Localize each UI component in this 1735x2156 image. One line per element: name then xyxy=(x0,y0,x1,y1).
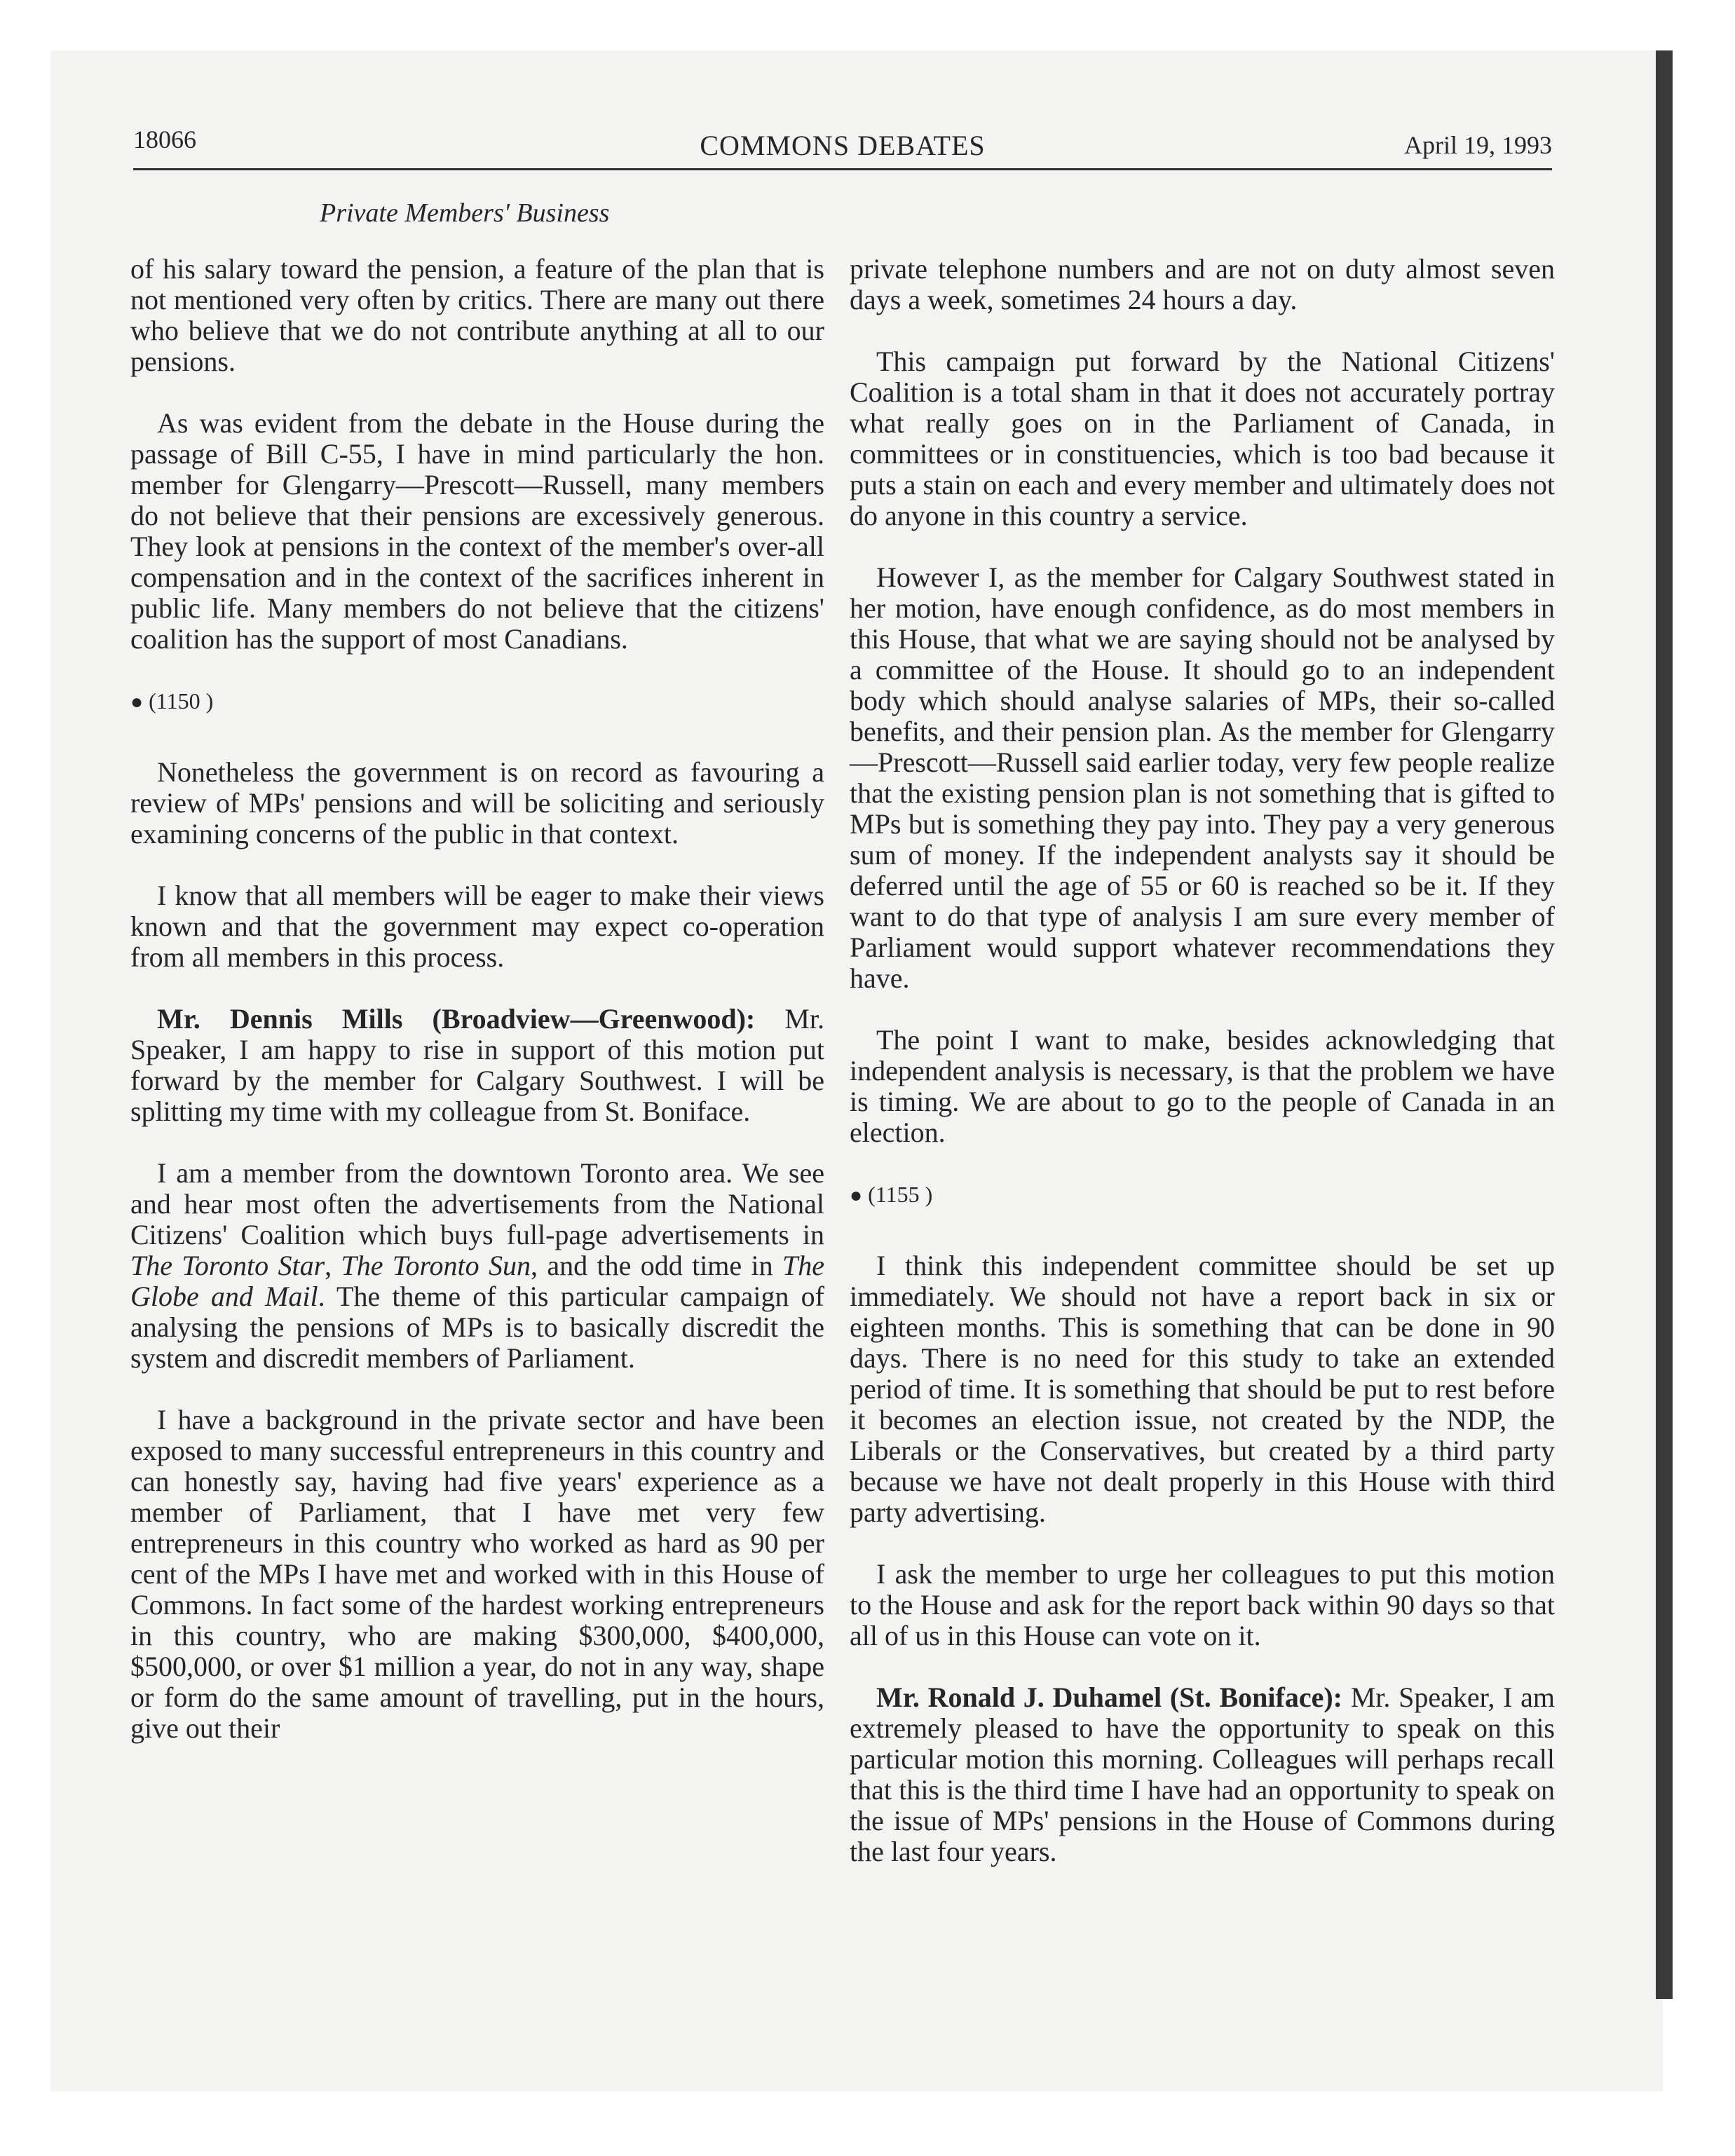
speech-text: Mr. Speaker, I am extremely pleased to have the opportunity to speak on this particular motion this morning. Colleagues will perhaps recall that this is the third time I have had an opportunity to speak on the issue of MPs' pensions in the House of Commons during the last four years. xyxy=(850,1681,1555,1867)
paragraph: The point I want to make, besides acknowledging that independent analysis is necessary, is that the problem we have is timing. We are about to go to the people of Canada in an election. xyxy=(850,1024,1555,1148)
speaker-name: Mr. Dennis Mills (Broadview—Greenwood): xyxy=(157,1003,756,1035)
paragraph: of his salary toward the pension, a feature of the plan that is not mentioned very often by critics. There are many out there who believe that we do not contribute anything at all to our pensions. xyxy=(130,253,824,377)
speech-text: Mr. Speaker, I am happy to rise in support of this motion put forward by the member for Calgary Southwest. I will be splitting my time with my colleague from St. Boniface. xyxy=(130,1003,824,1127)
paragraph: As was evident from the debate in the House during the passage of Bill C-55, I have in mind particularly the hon. member for Glengarry—Prescott—Russell, many members do not believe that their pensions are excessively generous. They look at pensions in the context of the member's over-all compensation and in the context of the sacrifices inherent in public life. Many members do not believe that the citizens' coalition has the support of most Canadians. xyxy=(130,407,824,655)
publication-date: April 19, 1993 xyxy=(1404,131,1552,159)
speaker-paragraph xyxy=(850,1682,1555,1867)
paragraph xyxy=(130,1158,824,1374)
paragraph: However I, as the member for Calgary Southwest stated in her motion, have enough confidence, as do most members in this House, that what we are saying should not be analysed by a committee of the House. It should go to an independent body which should analyse salaries of MPs, their so-called benefits, and their pension plan. As the member for Glengarry—Prescott—Russell said earlier today, very few people realize that the existing pension plan is not something that is gifted to MPs but is something they pay into. They pay a very generous sum of money. If the independent analysts say it should be deferred until the age of 55 or 60 is reached so be it. If they want to do that type of analysis I am sure every member of Parliament would support whatever recommendations they have. xyxy=(850,561,1555,994)
bullet-icon: ● xyxy=(130,690,144,714)
time-marker-label: (1155 ) xyxy=(868,1182,933,1207)
newspaper-title: The Globe and Mail xyxy=(130,1250,825,1312)
newspaper-title: The Toronto Sun xyxy=(341,1250,531,1281)
time-marker-label: (1150 ) xyxy=(149,688,214,714)
right-column xyxy=(850,254,1555,1898)
publication-title: COMMONS DEBATES xyxy=(700,130,986,161)
time-marker xyxy=(130,685,824,718)
paragraph: private telephone numbers and are not on duty almost seven days a week, sometimes 24 hours a day. xyxy=(850,253,1555,315)
page-number: 18066 xyxy=(133,125,196,153)
paragraph: I have a background in the private sector and have been exposed to many successful entrepreneurs in this country and can honestly say, having had five years' experience as a member of Parliament, that I have met very few entrepreneurs in this country who worked as hard as 90 per cent of the MPs I have met and worked with in this House of Commons. In fact some of the hardest working entrepreneurs in this country, who are making $300,000, $400,000, $500,000, or over $1 million a year, do not in any way, shape or form do the same amount of travelling, put in the hours, give out their xyxy=(130,1404,824,1744)
paragraph: I think this independent committee should be set up immediately. We should not have a report back in six or eighteen months. This is something that can be done in 90 days. There is no need for this study to take an extended period of time. It is something that should be put to rest before it becomes an election issue, not created by the NDP, the Liberals or the Conservatives, but created by a third party because we have not dealt properly in this House with third party advertising. xyxy=(850,1250,1555,1528)
bullet-icon: ● xyxy=(850,1184,863,1207)
newspaper-title: The Toronto Star xyxy=(130,1250,325,1281)
text-run: . The theme of this particular campaign of analysing the pensions of MPs is to basically discredit the system and discredit members of Parliament. xyxy=(130,1281,824,1374)
header-rule xyxy=(133,168,1552,170)
text-run: I am a member from the downtown Toronto area. We see and hear most often the advertisements from the National Citizens' Coalition which buys full-page advertisements in xyxy=(130,1157,824,1250)
scan-edge-bar xyxy=(1656,50,1673,1999)
paragraph: Nonetheless the government is on record as favouring a review of MPs' pensions and will be soliciting and seriously examining concerns of the public in that context. xyxy=(130,756,824,850)
text-run: , xyxy=(325,1250,341,1281)
time-marker xyxy=(850,1179,1555,1211)
paragraph: I know that all members will be eager to make their views known and that the government may expect co-operation from all members in this process. xyxy=(130,880,824,973)
page-header xyxy=(133,125,1552,167)
text-run: , and the odd time in xyxy=(531,1250,783,1281)
speaker-name: Mr. Ronald J. Duhamel (St. Boniface): xyxy=(876,1681,1342,1713)
speaker-paragraph xyxy=(130,1004,824,1127)
left-column xyxy=(130,254,824,1775)
paragraph: This campaign put forward by the National Citizens' Coalition is a total sham in that it does not accurately portray what really goes on in the Parliament of Canada, in committees or in constituencies, which is too bad because it puts a stain on each and every member and ultimately does not do anyone in this country a service. xyxy=(850,346,1555,531)
paragraph: I ask the member to urge her colleagues to put this motion to the House and ask for the report back within 90 days so that all of us in this House can vote on it. xyxy=(850,1558,1555,1651)
section-title: Private Members' Business xyxy=(320,198,610,228)
